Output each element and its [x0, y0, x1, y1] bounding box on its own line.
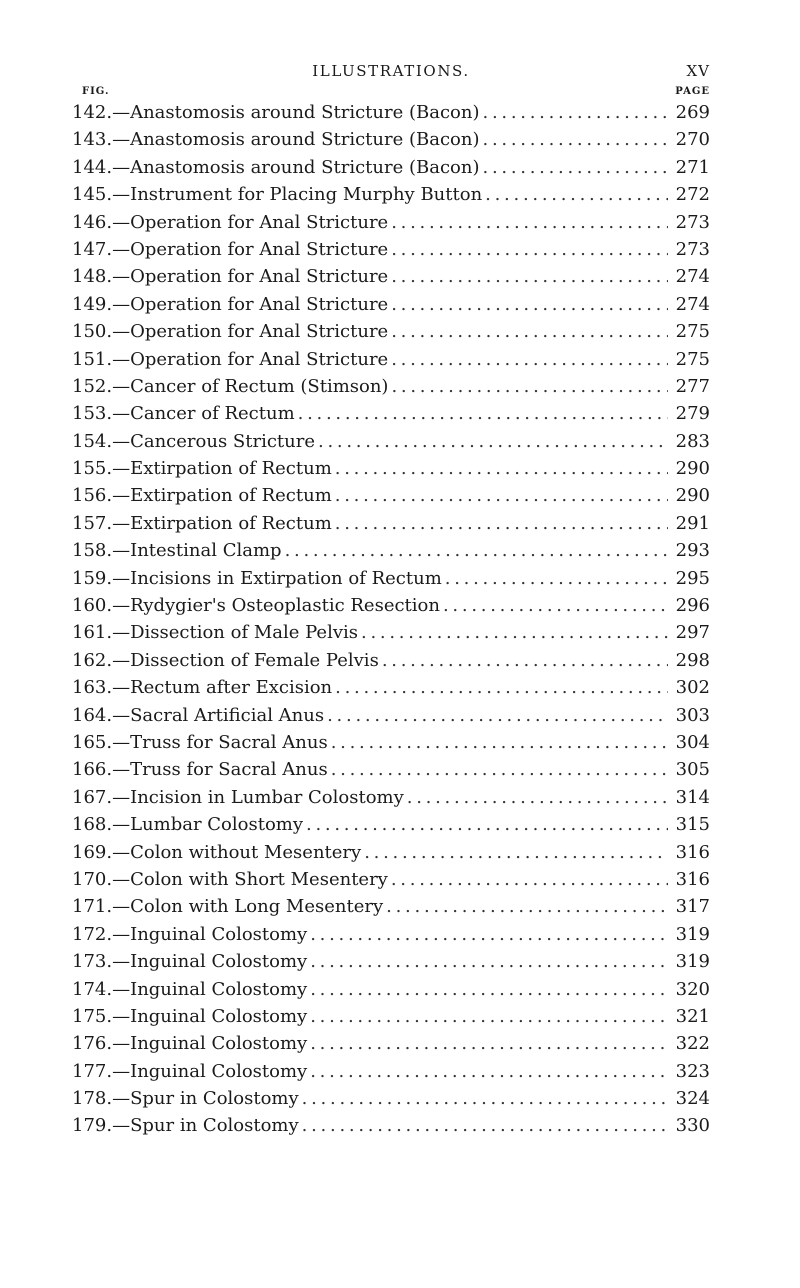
dot-leader [310, 1061, 668, 1082]
list-item [72, 540, 710, 567]
list-item [72, 677, 710, 704]
list-item [72, 349, 710, 376]
entry-title: 154.—Cancerous Stricture [72, 430, 315, 452]
entry-title: 160.—Rydygier's Osteoplastic Resection [72, 595, 440, 617]
entry-page-number: 271 [675, 156, 710, 178]
list-item [72, 842, 710, 869]
dot-leader [407, 787, 668, 808]
entry-title: 174.—Inguinal Colostomy [72, 978, 308, 1000]
entry-page-number: 330 [675, 1115, 710, 1137]
dot-leader [386, 896, 668, 917]
list-item [72, 732, 710, 759]
entry-page-number: 283 [675, 430, 710, 452]
entry-page-number: 273 [675, 211, 710, 233]
list-item [72, 705, 710, 732]
entry-page-number: 295 [675, 567, 710, 589]
entry-page-number: 275 [675, 321, 710, 343]
dot-leader [310, 979, 668, 1000]
entry-page-number: 315 [675, 814, 710, 836]
dot-leader [335, 458, 668, 479]
entry-title: 143.—Anastomosis around Stricture (Bacon) [72, 129, 480, 151]
dot-leader [485, 184, 668, 205]
entry-title: 176.—Inguinal Colostomy [72, 1033, 308, 1055]
entry-title: 166.—Truss for Sacral Anus [72, 759, 328, 781]
dot-leader [298, 403, 668, 424]
entry-page-number: 273 [675, 238, 710, 260]
dot-leader [318, 431, 668, 452]
entry-page-number: 272 [675, 184, 710, 206]
entry-title: 155.—Extirpation of Rectum [72, 458, 332, 480]
entry-title: 173.—Inguinal Colostomy [72, 951, 308, 973]
entry-page-number: 322 [675, 1033, 710, 1055]
dot-leader [310, 951, 668, 972]
entry-page-number: 317 [675, 896, 710, 918]
dot-leader [302, 1115, 668, 1136]
list-item [72, 266, 710, 293]
entry-page-number: 269 [675, 102, 710, 123]
entry-title: 163.—Rectum after Excision [72, 677, 333, 699]
entry-title: 153.—Cancer of Rectum [72, 403, 295, 425]
entry-page-number: 303 [675, 704, 710, 726]
dot-leader [335, 485, 668, 506]
entry-page-number: 270 [675, 129, 710, 151]
entry-page-number: 274 [675, 266, 710, 288]
list-item [72, 759, 710, 786]
list-item [72, 239, 710, 266]
list-item [72, 896, 710, 923]
dot-leader [391, 321, 668, 342]
list-item [72, 1033, 710, 1060]
list-item [72, 951, 710, 978]
entry-page-number: 319 [675, 951, 710, 973]
entry-title: 161.—Dissection of Male Pelvis [72, 622, 359, 644]
entry-title: 156.—Extirpation of Rectum [72, 485, 332, 507]
entry-title: 152.—Cancer of Rectum (Stimson) [72, 375, 389, 397]
running-head [72, 0, 710, 86]
dot-leader [331, 759, 668, 780]
entry-title: 144.—Anastomosis around Stricture (Bacon) [72, 156, 480, 178]
entry-title: 151.—Operation for Anal Stricture [72, 348, 389, 370]
entry-page-number: 298 [675, 649, 710, 671]
entry-title: 149.—Operation for Anal Stricture [72, 293, 389, 315]
entry-page-number: 291 [675, 512, 710, 534]
page-column-header: PAGE [675, 86, 710, 97]
page-number: XV [686, 62, 710, 80]
dot-leader [310, 1033, 668, 1054]
list-item [72, 814, 710, 841]
dot-leader [335, 513, 668, 534]
entry-page-number: 274 [675, 293, 710, 315]
list-item [72, 513, 710, 540]
dot-leader [391, 869, 668, 890]
entry-title: 142.—Anastomosis around Stricture (Bacon) [72, 102, 480, 123]
dot-leader [391, 294, 668, 315]
column-headers [72, 86, 710, 102]
entry-page-number: 302 [675, 677, 710, 699]
dot-leader [310, 924, 668, 945]
entry-title: 170.—Colon with Short Mesentery [72, 868, 388, 890]
entry-page-number: 321 [675, 1005, 710, 1027]
entry-title: 146.—Operation for Anal Stricture [72, 211, 389, 233]
list-item [72, 1061, 710, 1088]
entry-title: 168.—Lumbar Colostomy [72, 814, 304, 836]
entry-page-number: 324 [675, 1088, 710, 1110]
list-item [72, 294, 710, 321]
dot-leader [335, 677, 668, 698]
list-item [72, 979, 710, 1006]
entry-page-number: 319 [675, 923, 710, 945]
list-item [72, 485, 710, 512]
list-item [72, 184, 710, 211]
entry-title: 147.—Operation for Anal Stricture [72, 238, 389, 260]
entry-title: 159.—Incisions in Extirpation of Rectum [72, 567, 442, 589]
entry-title: 162.—Dissection of Female Pelvis [72, 649, 379, 671]
list-item [72, 129, 710, 156]
running-title: ILLUSTRATIONS. [312, 62, 470, 80]
list-item [72, 1088, 710, 1115]
dot-leader [445, 568, 668, 589]
dot-leader [310, 1006, 668, 1027]
entry-page-number: 290 [675, 458, 710, 480]
entry-title: 175.—Inguinal Colostomy [72, 1005, 308, 1027]
dot-leader [391, 212, 668, 233]
entry-page-number: 290 [675, 485, 710, 507]
entry-page-number: 296 [675, 595, 710, 617]
list-item [72, 787, 710, 814]
entry-page-number: 305 [675, 759, 710, 781]
entry-title: 172.—Inguinal Colostomy [72, 923, 308, 945]
list-item [72, 102, 710, 129]
dot-leader [443, 595, 668, 616]
list-item [72, 650, 710, 677]
dot-leader [327, 705, 668, 726]
entry-title: 178.—Spur in Colostomy [72, 1088, 299, 1110]
list-item [72, 1115, 710, 1142]
entry-title: 165.—Truss for Sacral Anus [72, 731, 328, 753]
dot-leader [391, 376, 668, 397]
list-item [72, 568, 710, 595]
list-item [72, 403, 710, 430]
entry-page-number: 297 [675, 622, 710, 644]
entry-title: 177.—Inguinal Colostomy [72, 1060, 308, 1082]
list-item [72, 376, 710, 403]
entry-page-number: 293 [675, 540, 710, 562]
entry-title: 171.—Colon with Long Mesentery [72, 896, 384, 918]
dot-leader [483, 102, 669, 123]
list-item [72, 458, 710, 485]
dot-leader [483, 157, 669, 178]
list-item [72, 869, 710, 896]
entry-page-number: 275 [675, 348, 710, 370]
list-item [72, 1006, 710, 1033]
entry-page-number: 304 [675, 731, 710, 753]
book-page [72, 0, 710, 1143]
entry-title: 150.—Operation for Anal Stricture [72, 321, 389, 343]
dot-leader [483, 129, 669, 150]
dot-leader [391, 266, 668, 287]
entry-page-number: 314 [675, 786, 710, 808]
entry-page-number: 279 [675, 403, 710, 425]
entry-title: 145.—Instrument for Placing Murphy Button [72, 184, 483, 206]
entry-title: 157.—Extirpation of Rectum [72, 512, 332, 534]
dot-leader [285, 540, 668, 561]
dot-leader [331, 732, 668, 753]
list-item [72, 595, 710, 622]
list-item [72, 321, 710, 348]
entry-page-number: 323 [675, 1060, 710, 1082]
entry-title: 167.—Incision in Lumbar Colostomy [72, 786, 404, 808]
list-item [72, 431, 710, 458]
entry-title: 148.—Operation for Anal Stricture [72, 266, 389, 288]
dot-leader [391, 239, 668, 260]
list-item [72, 157, 710, 184]
entry-page-number: 316 [675, 868, 710, 890]
list-item [72, 924, 710, 951]
entry-page-number: 320 [675, 978, 710, 1000]
entry-title: 164.—Sacral Artificial Anus [72, 704, 325, 726]
fig-column-header: FIG. [82, 86, 110, 97]
dot-leader [364, 842, 668, 863]
dot-leader [361, 622, 668, 643]
dot-leader [391, 349, 668, 370]
entry-title: 179.—Spur in Colostomy [72, 1115, 299, 1137]
entry-title: 158.—Intestinal Clamp [72, 540, 282, 562]
dot-leader [302, 1088, 668, 1109]
entry-page-number: 277 [675, 375, 710, 397]
entry-title: 169.—Colon without Mesentery [72, 841, 362, 863]
illustration-list [72, 102, 710, 1143]
list-item [72, 622, 710, 649]
entry-page-number: 316 [675, 841, 710, 863]
dot-leader [382, 650, 668, 671]
list-item [72, 212, 710, 239]
dot-leader [306, 814, 668, 835]
